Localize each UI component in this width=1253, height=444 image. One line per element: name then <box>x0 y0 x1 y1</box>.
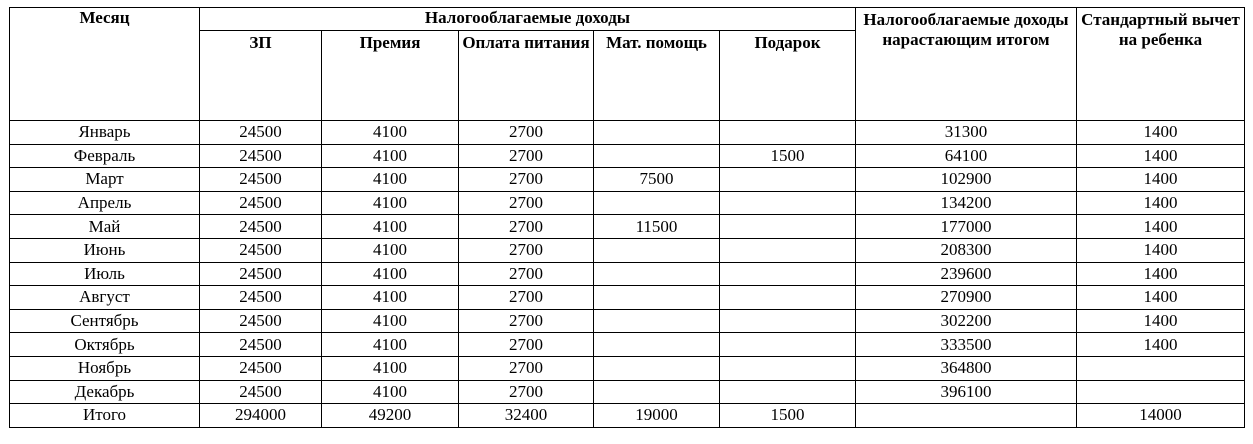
cell-bonus: 4100 <box>322 380 459 404</box>
cell-bonus: 4100 <box>322 215 459 239</box>
table-row <box>10 333 1245 357</box>
cell-deduction <box>1077 380 1245 404</box>
cell-salary: 24500 <box>200 286 322 310</box>
cell-food: 2700 <box>459 238 594 262</box>
cell-salary: 24500 <box>200 121 322 145</box>
cell-gift: 1500 <box>720 144 856 168</box>
table-row <box>10 238 1245 262</box>
cell-salary: 24500 <box>200 262 322 286</box>
header-row-top <box>10 8 1245 31</box>
cell-cumulative: 396100 <box>856 380 1077 404</box>
cell-month: Сентябрь <box>10 309 200 333</box>
table-row <box>10 309 1245 333</box>
cell-food: 2700 <box>459 286 594 310</box>
cell-cumulative: 102900 <box>856 168 1077 192</box>
cell-bonus: 4100 <box>322 356 459 380</box>
table-body <box>10 121 1245 428</box>
table-row <box>10 356 1245 380</box>
cell-cumulative: 31300 <box>856 121 1077 145</box>
cell-total-aid: 19000 <box>594 404 720 428</box>
cell-bonus: 4100 <box>322 121 459 145</box>
header-bonus: Премия <box>322 31 459 121</box>
cell-cumulative: 134200 <box>856 191 1077 215</box>
cell-gift <box>720 286 856 310</box>
cell-deduction: 1400 <box>1077 262 1245 286</box>
cell-food: 2700 <box>459 356 594 380</box>
cell-deduction: 1400 <box>1077 121 1245 145</box>
cell-total-label: Итого <box>10 404 200 428</box>
cell-aid <box>594 121 720 145</box>
cell-food: 2700 <box>459 121 594 145</box>
cell-deduction: 1400 <box>1077 333 1245 357</box>
cell-deduction <box>1077 356 1245 380</box>
cell-cumulative: 177000 <box>856 215 1077 239</box>
cell-gift <box>720 238 856 262</box>
cell-month: Февраль <box>10 144 200 168</box>
cell-total-food: 32400 <box>459 404 594 428</box>
cell-cumulative: 208300 <box>856 238 1077 262</box>
cell-food: 2700 <box>459 309 594 333</box>
cell-bonus: 4100 <box>322 286 459 310</box>
cell-total-bonus: 49200 <box>322 404 459 428</box>
cell-month: Май <box>10 215 200 239</box>
cell-bonus: 4100 <box>322 191 459 215</box>
cell-deduction: 1400 <box>1077 309 1245 333</box>
cell-food: 2700 <box>459 144 594 168</box>
header-food-payment: Оплата питания <box>459 31 594 121</box>
table-row <box>10 215 1245 239</box>
cell-food: 2700 <box>459 380 594 404</box>
cell-salary: 24500 <box>200 333 322 357</box>
cell-aid <box>594 380 720 404</box>
header-cumulative: Налогооблагаемые доходы нарастающим итогом <box>856 8 1077 121</box>
cell-salary: 24500 <box>200 238 322 262</box>
tax-income-table <box>9 7 1245 428</box>
cell-aid <box>594 238 720 262</box>
header-child-deduction: Стандартный вычет на ребенка <box>1077 8 1245 121</box>
cell-gift <box>720 309 856 333</box>
cell-food: 2700 <box>459 333 594 357</box>
cell-gift <box>720 215 856 239</box>
cell-food: 2700 <box>459 191 594 215</box>
cell-aid: 11500 <box>594 215 720 239</box>
cell-total-cumulative <box>856 404 1077 428</box>
cell-salary: 24500 <box>200 356 322 380</box>
cell-salary: 24500 <box>200 168 322 192</box>
cell-aid <box>594 144 720 168</box>
cell-month: Март <box>10 168 200 192</box>
table-row <box>10 121 1245 145</box>
cell-month: Апрель <box>10 191 200 215</box>
cell-food: 2700 <box>459 215 594 239</box>
cell-month: Декабрь <box>10 380 200 404</box>
table-row <box>10 168 1245 192</box>
cell-bonus: 4100 <box>322 144 459 168</box>
cell-bonus: 4100 <box>322 238 459 262</box>
cell-gift <box>720 262 856 286</box>
cell-aid <box>594 191 720 215</box>
cell-deduction: 1400 <box>1077 168 1245 192</box>
cell-month: Июль <box>10 262 200 286</box>
cell-salary: 24500 <box>200 215 322 239</box>
cell-gift <box>720 333 856 357</box>
cell-salary: 24500 <box>200 380 322 404</box>
cell-deduction: 1400 <box>1077 191 1245 215</box>
cell-aid <box>594 309 720 333</box>
table-row <box>10 262 1245 286</box>
cell-month: Октябрь <box>10 333 200 357</box>
cell-month: Июнь <box>10 238 200 262</box>
cell-bonus: 4100 <box>322 262 459 286</box>
cell-bonus: 4100 <box>322 333 459 357</box>
cell-aid <box>594 333 720 357</box>
cell-gift <box>720 121 856 145</box>
cell-gift <box>720 168 856 192</box>
cell-gift <box>720 191 856 215</box>
cell-aid: 7500 <box>594 168 720 192</box>
cell-gift <box>720 356 856 380</box>
cell-cumulative: 270900 <box>856 286 1077 310</box>
cell-total-salary: 294000 <box>200 404 322 428</box>
cell-month: Ноябрь <box>10 356 200 380</box>
cell-month: Январь <box>10 121 200 145</box>
cell-aid <box>594 262 720 286</box>
cell-month: Август <box>10 286 200 310</box>
total-row <box>10 404 1245 428</box>
table-row <box>10 144 1245 168</box>
cell-cumulative: 64100 <box>856 144 1077 168</box>
table-row <box>10 286 1245 310</box>
cell-gift <box>720 380 856 404</box>
cell-salary: 24500 <box>200 191 322 215</box>
cell-cumulative: 364800 <box>856 356 1077 380</box>
cell-salary: 24500 <box>200 144 322 168</box>
cell-total-gift: 1500 <box>720 404 856 428</box>
cell-deduction: 1400 <box>1077 238 1245 262</box>
cell-cumulative: 239600 <box>856 262 1077 286</box>
tax-table-container <box>9 7 1245 428</box>
cell-total-deduction: 14000 <box>1077 404 1245 428</box>
table-row <box>10 380 1245 404</box>
header-financial-aid: Мат. помощь <box>594 31 720 121</box>
table-row <box>10 191 1245 215</box>
cell-deduction: 1400 <box>1077 215 1245 239</box>
cell-aid <box>594 286 720 310</box>
cell-bonus: 4100 <box>322 168 459 192</box>
cell-cumulative: 302200 <box>856 309 1077 333</box>
cell-deduction: 1400 <box>1077 286 1245 310</box>
cell-aid <box>594 356 720 380</box>
header-month: Месяц <box>10 8 200 121</box>
cell-salary: 24500 <box>200 309 322 333</box>
cell-food: 2700 <box>459 168 594 192</box>
header-gift: Подарок <box>720 31 856 121</box>
cell-cumulative: 333500 <box>856 333 1077 357</box>
cell-bonus: 4100 <box>322 309 459 333</box>
header-taxable-income: Налогооблагаемые доходы <box>200 8 856 31</box>
cell-deduction: 1400 <box>1077 144 1245 168</box>
header-salary: ЗП <box>200 31 322 121</box>
cell-food: 2700 <box>459 262 594 286</box>
